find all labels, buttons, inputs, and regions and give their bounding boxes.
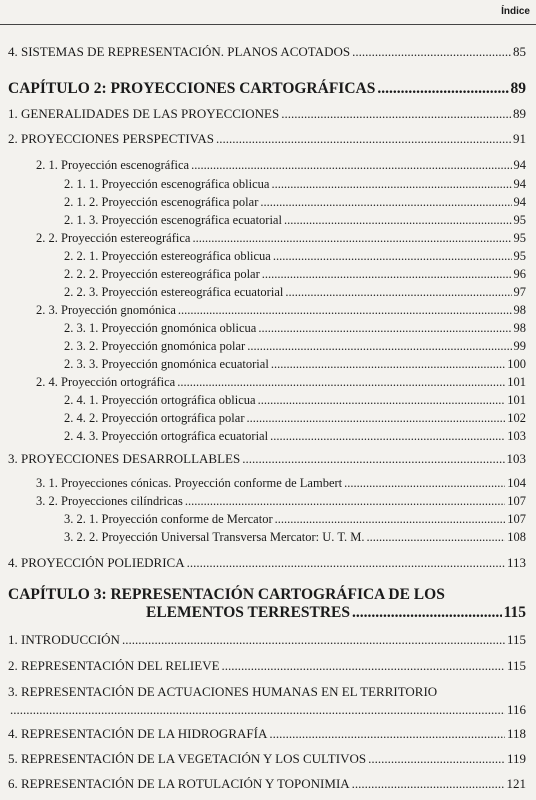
toc-entry-text: 2. 4. 1. Proyección ortográfica oblicua [64, 393, 256, 407]
toc-entry[interactable] [64, 177, 526, 192]
toc-entry-page: 99 [513, 339, 526, 353]
dot-leader [258, 321, 511, 336]
toc-entry-page: 89 [510, 80, 526, 97]
toc-entry-page: 95 [513, 249, 526, 263]
dot-leader [273, 249, 512, 264]
toc-entry-text: 2. 3. Proyección gnomónica [36, 303, 176, 317]
toc-entry[interactable] [8, 726, 526, 742]
dot-leader [271, 357, 505, 372]
toc-entry-text: 4. REPRESENTACIÓN DE LA HIDROGRAFÍA [8, 726, 268, 741]
toc-entry-text: 3. 1. Proyecciones cónicas. Proyección conforme de Lambert [36, 476, 343, 490]
toc-entry[interactable] [8, 702, 526, 718]
dot-leader [269, 726, 505, 742]
toc-entry-text: 2. 2. 3. Proyección estereográfica ecuatorial [64, 285, 284, 299]
toc-entry-page: 107 [507, 494, 526, 508]
toc-entry-page: 121 [506, 776, 526, 791]
toc-entry-text: 2. 1. 2. Proyección escenográfica polar [64, 195, 259, 209]
toc-entry-page: 118 [506, 726, 526, 741]
toc-entry-page: 116 [506, 702, 526, 717]
toc-entry[interactable] [64, 267, 526, 282]
toc-entry[interactable] [8, 658, 526, 674]
dot-leader [258, 393, 506, 408]
toc-entry[interactable] [64, 357, 526, 372]
dot-leader [178, 303, 512, 318]
toc-entry[interactable] [8, 106, 526, 122]
toc-entry[interactable] [64, 530, 526, 545]
toc-entry-text: 2. 1. 3. Proyección escenográfica ecuatorial [64, 213, 282, 227]
toc-entry[interactable] [8, 131, 526, 147]
toc-entry-text: 4. PROYECCIÓN POLIEDRICA [8, 555, 185, 570]
toc-entry-page: 94 [513, 177, 526, 191]
toc-entry-page: 108 [507, 530, 526, 544]
toc-entry-page: 91 [513, 131, 526, 146]
toc-entry-page: 113 [506, 555, 526, 570]
chapter-heading-line-1: CAPÍTULO 3: REPRESENTACIÓN CARTOGRÁFICA DE LOS [8, 586, 445, 603]
dot-leader [177, 375, 505, 390]
toc-entry-page: 104 [507, 476, 526, 490]
dot-leader [284, 213, 512, 228]
chapter-heading[interactable] [146, 604, 526, 622]
toc-entry-page: 101 [507, 375, 526, 389]
dot-leader [10, 702, 505, 718]
dot-leader [260, 195, 511, 210]
toc-entry[interactable] [8, 751, 526, 767]
dot-leader [352, 776, 505, 792]
toc-entry-page: 98 [513, 321, 526, 335]
toc-entry-page: 94 [513, 195, 526, 209]
toc-entry-text: 3. 2. Proyecciones cilíndricas [36, 494, 183, 508]
toc-entry-text: 2. 4. 2. Proyección ortográfica polar [64, 411, 245, 425]
toc-entry-page: 115 [506, 632, 526, 647]
dot-leader [242, 451, 504, 467]
page-header-title: Índice [501, 6, 530, 17]
dot-leader [216, 131, 511, 147]
toc-entry-text: 5. REPRESENTACIÓN DE LA VEGETACIÓN Y LOS CULTIVOS [8, 751, 367, 766]
toc-entry-page: 96 [513, 267, 526, 281]
toc-entry-text: 6. REPRESENTACIÓN DE LA ROTULACIÓN Y TOPONIMIA [8, 776, 350, 791]
toc-entry[interactable] [36, 158, 526, 173]
dot-leader [247, 411, 506, 426]
dot-leader [270, 429, 505, 444]
toc-entry-page: 100 [507, 357, 526, 371]
toc-entry-text: 2. 3. 2. Proyección gnomónica polar [64, 339, 246, 353]
toc-entry-page: 94 [513, 158, 526, 172]
toc-entry[interactable] [64, 321, 526, 336]
toc-entry[interactable] [64, 195, 526, 210]
toc-entry-text: 3. 2. 2. Proyección Universal Transversa Mercator: U. T. M. [64, 530, 365, 544]
dot-leader [352, 44, 511, 60]
toc-entry-text: 2. 4. Proyección ortográfica [36, 375, 176, 389]
toc-entry-text: 2. 3. 3. Proyección gnomónica ecuatorial [64, 357, 269, 371]
toc-entry[interactable] [64, 339, 526, 354]
toc-entry[interactable] [64, 429, 526, 444]
toc-entry-page: 107 [507, 512, 526, 526]
toc-entry[interactable] [64, 285, 526, 300]
toc-entry[interactable] [8, 44, 526, 60]
toc-entry-text-line-1: 3. REPRESENTACIÓN DE ACTUACIONES HUMANAS EN EL TERRITORIO [8, 684, 438, 699]
toc-entry-text: 4. SISTEMAS DE REPRESENTACIÓN. PLANOS ACOTADOS [8, 44, 351, 59]
dot-leader [275, 512, 506, 527]
toc-entry-page: 89 [513, 106, 526, 121]
toc-entry-text: 2. 1. 1. Proyección escenográfica oblicua [64, 177, 270, 191]
toc-entry-text: 2. REPRESENTACIÓN DEL RELIEVE [8, 658, 220, 673]
toc-entry-page: 97 [513, 285, 526, 299]
toc-entry-page: 95 [513, 231, 526, 245]
dot-leader [222, 658, 505, 674]
toc-entry-text: 3. PROYECCIONES DESARROLLABLES [8, 451, 241, 466]
toc-entry[interactable] [8, 632, 526, 648]
dot-leader [185, 494, 505, 509]
toc-entry-text: 2. 3. 1. Proyección gnomónica oblicua [64, 321, 257, 335]
toc-entry-page: 103 [506, 451, 526, 466]
toc-entry-page: 119 [506, 751, 526, 766]
toc-entry-text: 2. 2. Proyección estereográfica [36, 231, 191, 245]
toc-entry[interactable] [64, 213, 526, 228]
dot-leader [191, 158, 511, 173]
toc-entry[interactable] [64, 512, 526, 527]
dot-leader [122, 632, 505, 648]
toc-entry-text: 1. INTRODUCCIÓN [8, 632, 120, 647]
toc-entry-text: 2. 2. 1. Proyección estereográfica oblicua [64, 249, 271, 263]
toc-entry[interactable] [8, 555, 526, 571]
toc-entry-page: 103 [507, 429, 526, 443]
toc-entry-page: 95 [513, 213, 526, 227]
toc-entry-text: 2. PROYECCIONES PERSPECTIVAS [8, 131, 215, 146]
toc-entry-text: 2. 2. 2. Proyección estereográfica polar [64, 267, 260, 281]
toc-entry-page: 98 [513, 303, 526, 317]
toc-entry[interactable] [8, 776, 526, 792]
toc-entry[interactable] [64, 411, 526, 426]
toc-entry-text: 1. GENERALIDADES DE LAS PROYECCIONES [8, 106, 280, 121]
toc-entry[interactable] [64, 249, 526, 264]
toc-entry-page: 115 [506, 658, 526, 673]
toc-entry[interactable] [36, 375, 526, 390]
dot-leader [377, 80, 508, 98]
toc-entry[interactable] [36, 494, 526, 509]
dot-leader [187, 555, 505, 571]
toc-entry-text: 3. 2. 1. Proyección conforme de Mercator [64, 512, 273, 526]
toc-entry-text: 2. 4. 3. Proyección ortográfica ecuatorial [64, 429, 269, 443]
dot-leader [368, 751, 505, 767]
toc-entry[interactable] [8, 451, 526, 467]
dot-leader [192, 231, 511, 246]
toc-entry[interactable] [36, 231, 526, 246]
toc-entry-text: 2. 1. Proyección escenográfica [36, 158, 190, 172]
dot-leader [285, 285, 511, 300]
toc-entry-page: 102 [507, 411, 526, 425]
toc-entry-page: 115 [503, 604, 526, 621]
dot-leader [367, 530, 506, 545]
dot-leader [247, 339, 511, 354]
toc-entry-page: 85 [513, 44, 526, 59]
toc-entry[interactable] [64, 393, 526, 408]
toc-entry[interactable] [36, 303, 526, 318]
toc-entry-page: 101 [507, 393, 526, 407]
dot-leader [262, 267, 512, 282]
dot-leader [281, 106, 511, 122]
toc-entry[interactable] [36, 476, 526, 491]
dot-leader [271, 177, 511, 192]
chapter-heading[interactable] [8, 80, 526, 98]
toc-entry-text: ELEMENTOS TERRESTRES [146, 604, 351, 621]
header-rule [0, 24, 536, 25]
dot-leader [344, 476, 505, 491]
dot-leader [352, 604, 502, 622]
toc-entry-text: CAPÍTULO 2: PROYECCIONES CARTOGRÁFICAS [8, 80, 376, 97]
